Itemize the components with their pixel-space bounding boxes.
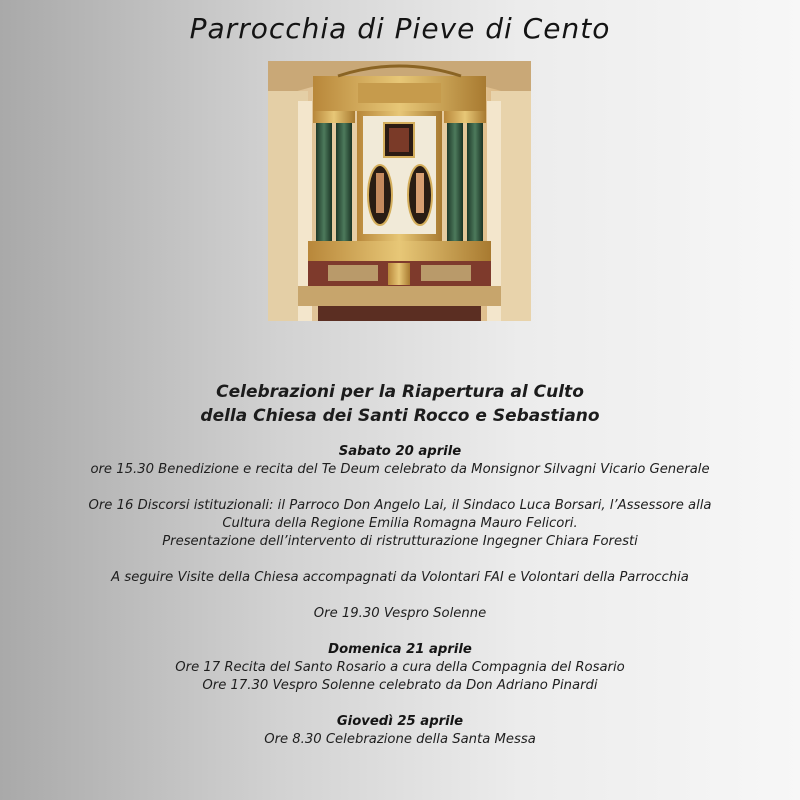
heading-line-2: della Chiesa dei Santi Rocco e Sebastiano xyxy=(200,406,600,426)
heading-line-1: Celebrazioni per la Riapertura al Culto xyxy=(216,382,584,402)
date-thursday: Giovedì 25 aprile xyxy=(336,714,464,729)
program-line: Ore 17 Recita del Santo Rosario a cura della Compagnia del Rosario xyxy=(175,660,625,675)
date-saturday: Sabato 20 aprile xyxy=(338,444,462,459)
program-line: Ore 17.30 Vespro Solenne celebrato da Don Adriano Pinardi xyxy=(202,678,598,693)
program-line: ore 15.30 Benedizione e recita del Te Deum celebrato da Monsignor Silvagni Vicario Generale xyxy=(90,462,710,477)
program-line: Presentazione dell’intervento di ristrutturazione Ingegner Chiara Foresti xyxy=(162,534,638,549)
altar-photo xyxy=(268,61,531,321)
date-sunday: Domenica 21 aprile xyxy=(328,642,472,657)
program-line: A seguire Visite della Chiesa accompagnati da Volontari FAI e Volontari della Parrocchia xyxy=(111,570,689,585)
program-line: Ore 16 Discorsi istituzionali: il Parroco Don Angelo Lai, il Sindaco Luca Borsari, l’Assessore alla xyxy=(88,498,712,513)
program-line: Ore 8.30 Celebrazione della Santa Messa xyxy=(264,732,536,747)
program-line: Cultura della Regione Emilia Romagna Mauro Felicori. xyxy=(222,516,578,531)
program-line: Ore 19.30 Vespro Solenne xyxy=(313,606,487,621)
page-title: Parrocchia di Pieve di Cento xyxy=(189,12,611,45)
